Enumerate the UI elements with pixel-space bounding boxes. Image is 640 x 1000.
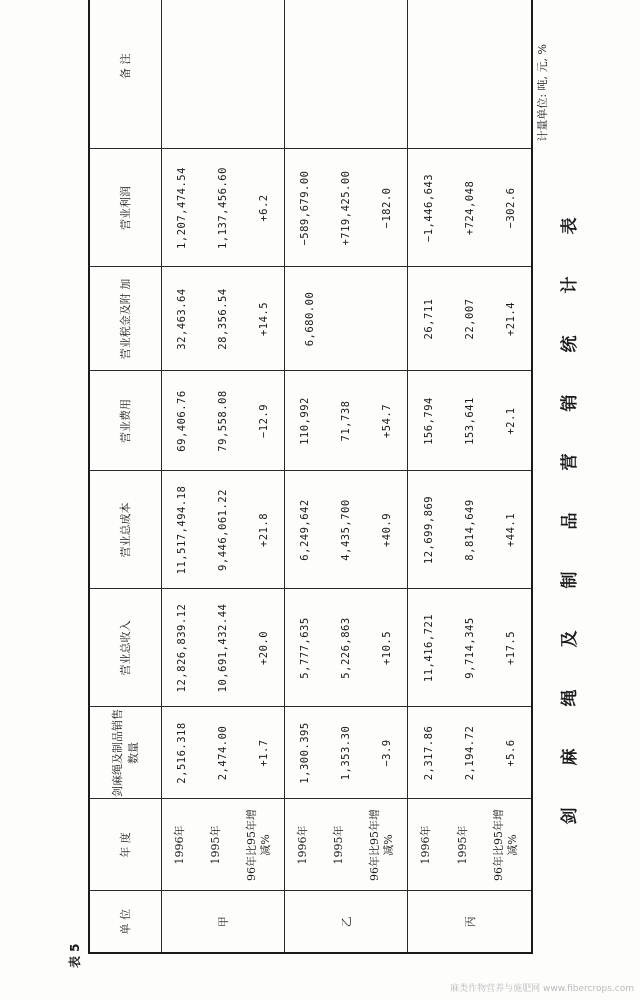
table-row: [285, 0, 408, 953]
value: 6,680.00: [304, 291, 317, 347]
value: 5,226,863: [340, 617, 353, 679]
cost-cell: [161, 471, 284, 589]
value: 2,516.318: [176, 722, 189, 784]
value: −1,446,643: [422, 173, 435, 243]
value: 2,194.72: [463, 725, 476, 781]
year-cell: [161, 799, 284, 891]
value: 32,463.64: [176, 288, 189, 350]
value: 28,356.54: [216, 288, 229, 350]
year-cell: [285, 799, 408, 891]
value: +1.7: [257, 739, 270, 767]
year-cell: [408, 799, 532, 891]
cost-cell: [408, 471, 532, 589]
year-1996: 1996年: [172, 825, 186, 865]
value: −3.9: [380, 739, 393, 767]
value: 110,992: [299, 397, 312, 445]
value: −589,679.00: [299, 170, 312, 246]
value: +54.7: [380, 403, 393, 439]
value: 79,558.08: [216, 390, 229, 452]
profit-cell: [161, 149, 284, 267]
volume-cell: [408, 707, 532, 799]
year-change: 96年比95年增减%: [245, 809, 272, 881]
value: +40.9: [380, 512, 393, 548]
value: +2.1: [504, 407, 517, 435]
value: 11,416,721: [422, 613, 435, 683]
value: +21.4: [504, 301, 517, 337]
sales-statistics-table: [88, 0, 533, 954]
year-change: 96年比95年增减%: [491, 809, 519, 881]
value: +44.1: [504, 512, 517, 548]
header-expense: 营业费用: [89, 371, 161, 471]
tax-cell: [408, 267, 532, 371]
header-remark: 备 注: [89, 0, 161, 149]
value: +5.6: [504, 739, 517, 767]
value: 5,777,635: [299, 617, 312, 679]
value: +6.2: [257, 194, 270, 222]
value: +719,425.00: [340, 170, 353, 246]
value: 12,826,839.12: [176, 603, 189, 693]
value: +14.5: [257, 301, 270, 337]
year-1995: 1995年: [455, 825, 469, 865]
value: +20.0: [257, 630, 270, 666]
unit-cell: 乙: [285, 891, 408, 953]
value: 12,699,869: [422, 495, 435, 565]
value: 6,249,642: [299, 499, 312, 561]
table-number: 表 5: [68, 943, 82, 968]
tax-cell: [285, 267, 408, 371]
profit-cell: [285, 149, 408, 267]
year-change: 96年比95年增减%: [368, 809, 396, 881]
header-row: [89, 0, 161, 953]
remark-cell: [285, 0, 408, 149]
remark-cell: [161, 0, 284, 149]
site-watermark: 麻类作物营养与施肥网 www.fibercrops.com: [450, 984, 634, 994]
value: 69,406.76: [176, 390, 189, 452]
value: 22,007: [463, 298, 476, 340]
value: 153,641: [463, 397, 476, 445]
table-row: [161, 0, 284, 953]
header-tax: 营业税金及附 加: [89, 267, 161, 371]
header-revenue: 营业总收入: [89, 589, 161, 707]
value: 1,300.395: [299, 722, 312, 784]
year-1995: 1995年: [208, 825, 222, 865]
value: 9,714,345: [463, 617, 476, 679]
revenue-cell: [161, 589, 284, 707]
value: 9,446,061.22: [216, 489, 229, 571]
revenue-cell: [408, 589, 532, 707]
rotated-table-block: [60, 28, 580, 972]
header-cost: 营业总成本: [89, 471, 161, 589]
expense-cell: [285, 371, 408, 471]
unit-cell: 丙: [408, 891, 532, 953]
value: 71,738: [340, 400, 353, 442]
value: 11,517,494.18: [176, 485, 189, 575]
revenue-cell: [285, 589, 408, 707]
cost-cell: [285, 471, 408, 589]
header-profit: 营业利润: [89, 149, 161, 267]
header-volume: 剑麻绳及制品销售数量: [89, 707, 161, 799]
value: +10.5: [380, 630, 393, 666]
value: −182.0: [380, 187, 393, 229]
volume-cell: [285, 707, 408, 799]
volume-cell: [161, 707, 284, 799]
profit-cell: [408, 149, 532, 267]
value: +17.5: [504, 630, 517, 666]
header-year: 年 度: [89, 799, 161, 891]
year-1995: 1995年: [332, 825, 346, 865]
sales-statistics-table-wrapper: [88, 44, 533, 954]
unit-cell: 甲: [161, 891, 284, 953]
table-title: 剑麻绳及制品营销统计表: [560, 175, 580, 825]
remark-cell: [408, 0, 532, 149]
tax-cell: [161, 267, 284, 371]
value: 2,317.86: [422, 725, 435, 781]
unit-note: 计量单位: 吨, 元, %: [536, 44, 549, 142]
value: 26,711: [422, 298, 435, 340]
year-1996: 1996年: [419, 825, 433, 865]
table-row: [408, 0, 532, 953]
value: 4,435,700: [340, 499, 353, 561]
value: 1,207,474.54: [176, 167, 189, 249]
value: 156,794: [422, 397, 435, 445]
year-1996: 1996年: [296, 825, 310, 865]
value: 2,474.00: [216, 725, 229, 781]
value: 1,353.30: [340, 725, 353, 781]
value: −12.9: [257, 403, 270, 439]
value: +724,048: [463, 180, 476, 236]
value: 10,691,432.44: [216, 603, 229, 693]
header-unit: 单 位: [89, 891, 161, 953]
expense-cell: [408, 371, 532, 471]
value: +21.8: [257, 512, 270, 548]
value: 1,137,456.60: [216, 167, 229, 249]
value: 8,814,649: [463, 499, 476, 561]
expense-cell: [161, 371, 284, 471]
value: −302.6: [504, 187, 517, 229]
